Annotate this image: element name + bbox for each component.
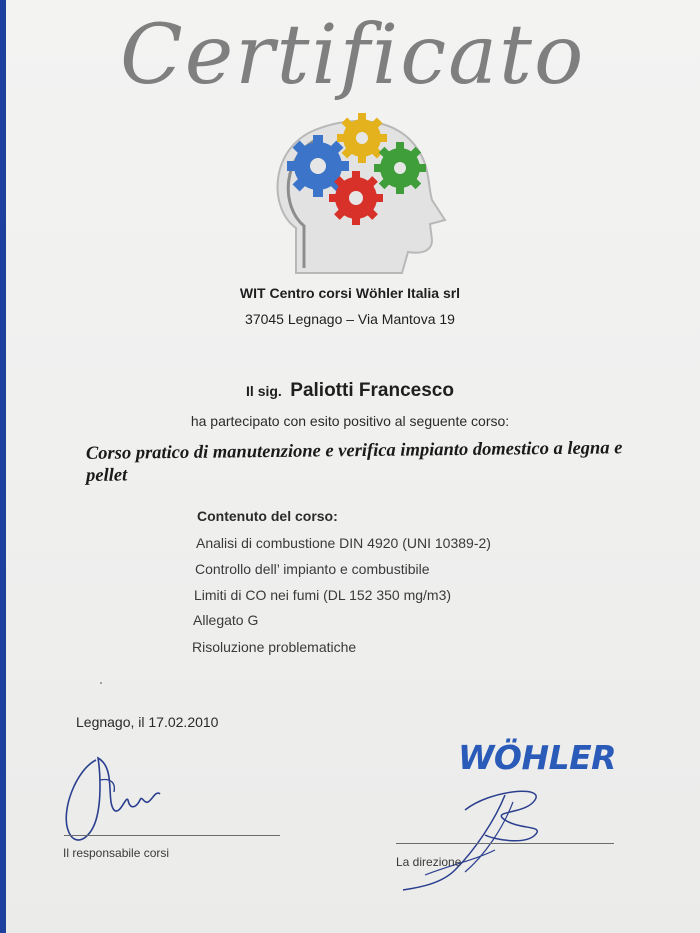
left-signature-line xyxy=(64,835,280,836)
course-content-item: Controllo dell’ impianto e combustibile xyxy=(195,561,430,577)
management-label: La direzione xyxy=(396,855,462,869)
recipient-name: Paliotti Francesco xyxy=(290,380,454,401)
course-content-item: Limiti di CO nei fumi (DL 152 350 mg/m3) xyxy=(194,587,452,603)
organization-address: 37045 Legnago – Via Mantova 19 xyxy=(245,311,455,327)
certificate-title: Certificato xyxy=(120,8,586,103)
left-signature xyxy=(56,740,176,850)
participation-statement: ha partecipato con esito positivo al seguente corso: xyxy=(190,413,510,429)
course-content-item: Analisi di combustione DIN 4920 (UNI 10389-2) xyxy=(196,535,491,551)
place-and-date: Legnago, il 17.02.2010 xyxy=(76,714,219,730)
head-with-gears-icon xyxy=(260,108,450,278)
course-manager-label: Il responsabile corsi xyxy=(63,846,170,860)
organization-name: WIT Centro corsi Wöhler Italia srl xyxy=(239,285,461,301)
recipient-line xyxy=(0,380,700,402)
course-title: Corso pratico di manutenzione e verifica impianto domestico a legna e pellet xyxy=(85,438,623,486)
course-contents-heading: Contenuto del corso: xyxy=(197,508,338,524)
wohler-logo: WÖHLER xyxy=(458,738,617,777)
course-content-item: Risoluzione problematiche xyxy=(192,639,357,655)
right-signature xyxy=(395,780,565,895)
recipient-prefix: Il sig. xyxy=(246,383,282,399)
right-signature-line xyxy=(396,843,614,844)
paper-speck xyxy=(100,682,102,684)
course-content-item: Allegato G xyxy=(193,612,259,628)
